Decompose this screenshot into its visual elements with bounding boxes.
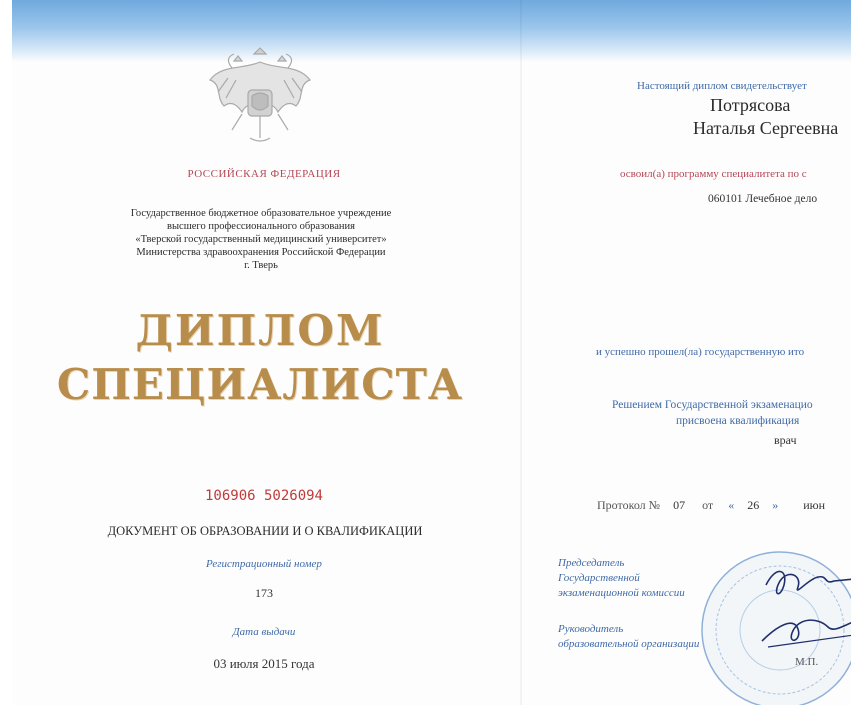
decorative-top-band (10, 0, 851, 62)
certifies-intro: Настоящий диплом свидетельствует (637, 80, 807, 92)
institution-line: Государственное бюджетное образовательное учреждение (130, 208, 392, 219)
chairman-line: Государственной (558, 572, 640, 584)
institution-block (95, 207, 427, 272)
protocol-month: июн (803, 498, 825, 512)
seal-mark: М.П. (795, 656, 819, 668)
registration-label: Регистрационный номер (206, 558, 322, 570)
issue-date-label: Дата выдачи (232, 626, 296, 638)
institution-line: г. Тверь (244, 260, 278, 271)
diploma-title-line1: ДИПЛОМ (135, 306, 385, 355)
decision-line2: присвоена квалификация (676, 415, 800, 427)
document-type: ДОКУМЕНТ ОБ ОБРАЗОВАНИИ И О КВАЛИФИКАЦИИ (107, 524, 423, 538)
coat-of-arms-icon (202, 40, 318, 152)
protocol-row (597, 498, 851, 513)
issue-date: 03 июля 2015 года (213, 656, 315, 671)
exam-passed-text: и успешно прошел(ла) государственную ито (596, 346, 805, 358)
protocol-close-quote: » (772, 498, 779, 512)
qualification: врач (774, 433, 797, 447)
page-edge (0, 0, 12, 705)
signature-icon (758, 555, 851, 665)
program-name: 060101 Лечебное дело (708, 193, 818, 205)
chairman-line: Председатель (558, 557, 625, 569)
institution-line: «Тверской государственный медицинский университет» (135, 234, 387, 245)
graduate-surname: Потрясова (710, 95, 791, 115)
graduate-given-names: Наталья Сергеевна (693, 118, 839, 138)
protocol-from-label: от (702, 498, 714, 512)
chairman-line: экзаменационной комиссии (558, 587, 685, 599)
head-line: образовательной организации (558, 638, 700, 650)
protocol-label: Протокол № (597, 498, 661, 512)
country-name: РОССИЙСКАЯ ФЕДЕРАЦИЯ (187, 168, 341, 180)
registration-number: 173 (255, 586, 273, 600)
institution-line: Министерства здравоохранения Российской Федерации (136, 247, 386, 258)
decision-line1: Решением Государственной экзаменацио (612, 399, 813, 411)
program-intro: освоил(а) программу специалитета по с (620, 168, 807, 180)
page-fold (520, 0, 522, 705)
diploma-title-line2: СПЕЦИАЛИСТА (56, 360, 464, 409)
protocol-open-quote: « (728, 498, 735, 512)
protocol-number: 07 (673, 498, 686, 512)
serial-number: 106906 5026094 (204, 488, 323, 504)
institution-line: высшего профессионального образования (167, 221, 355, 232)
head-line: Руководитель (558, 623, 624, 635)
protocol-day: 26 (747, 498, 760, 512)
